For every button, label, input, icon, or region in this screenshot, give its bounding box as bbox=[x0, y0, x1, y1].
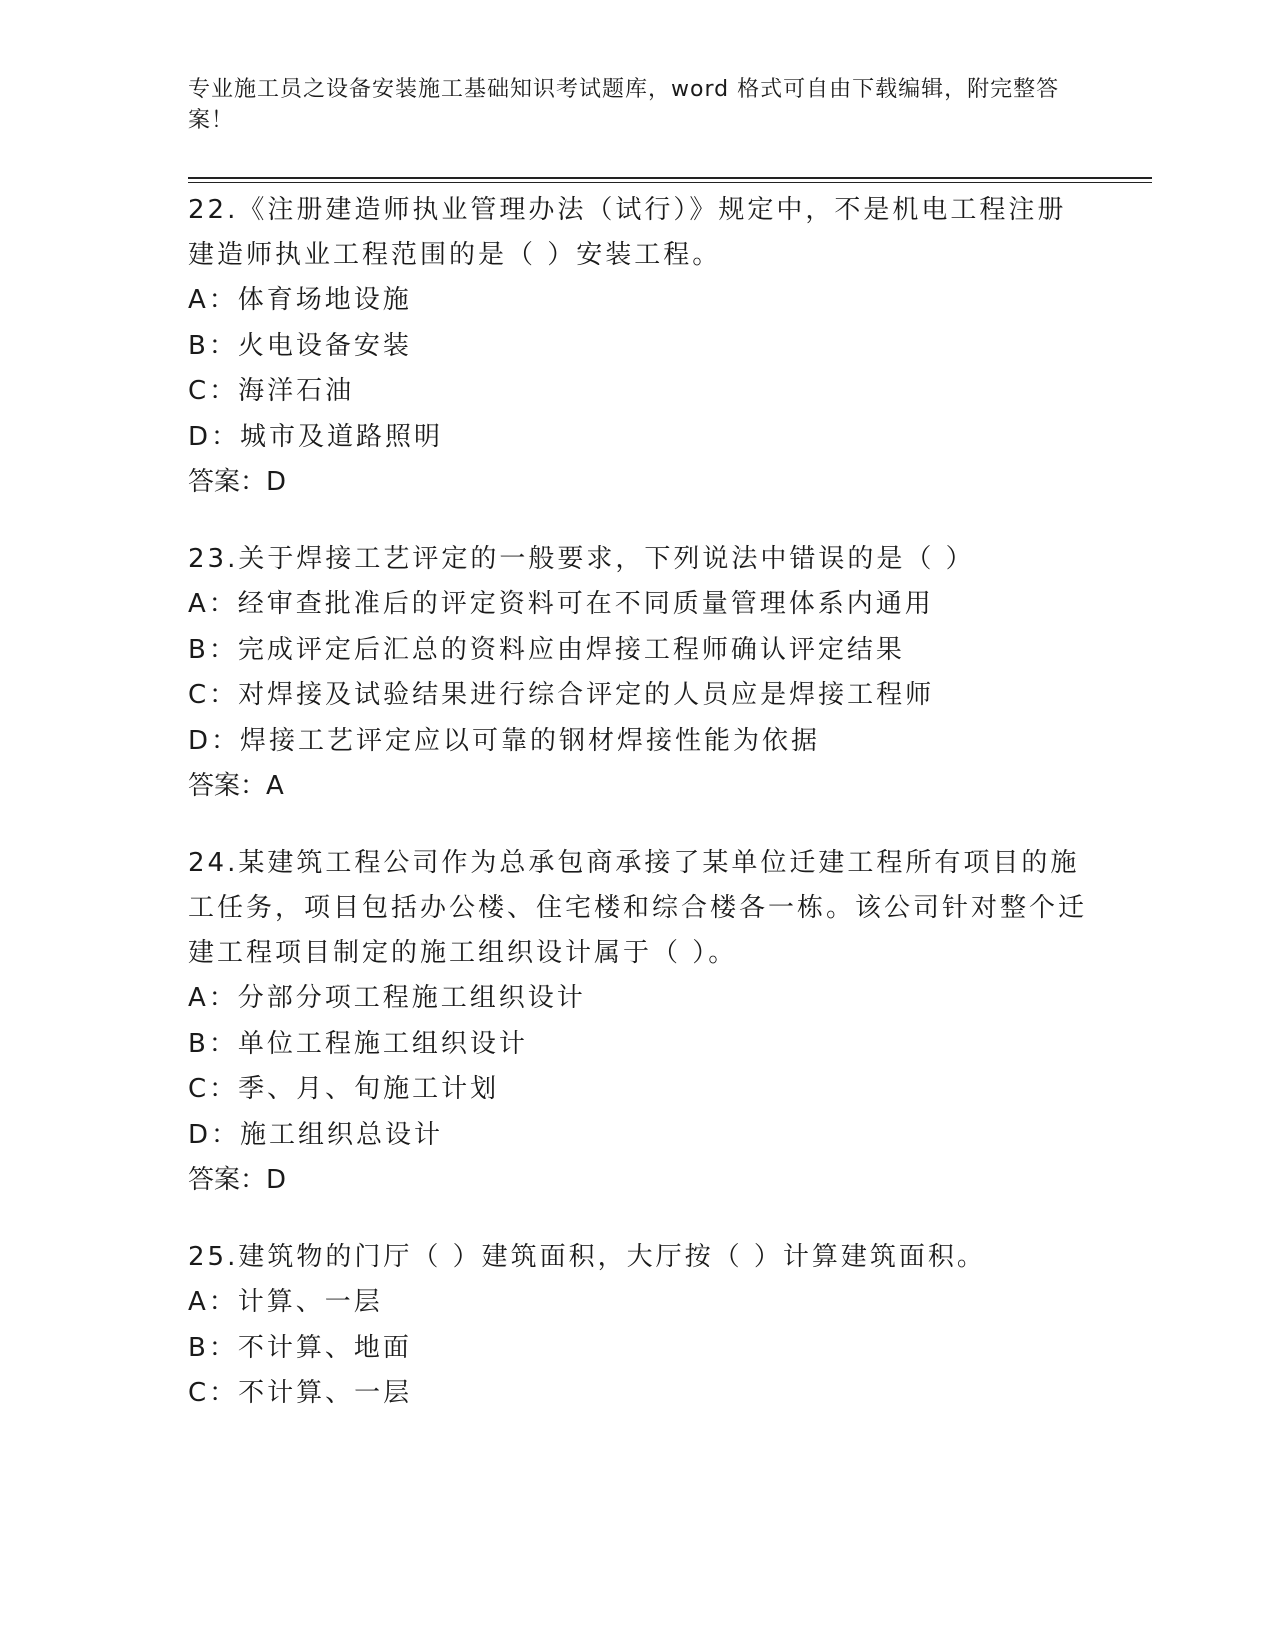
option-c: C：对焊接及试验结果进行综合评定的人员应是焊接工程师 bbox=[188, 680, 935, 710]
option-d: D：焊接工艺评定应以可靠的钢材焊接性能为依据 bbox=[188, 725, 821, 756]
option-d: D：城市及道路照明 bbox=[188, 421, 444, 452]
header-note: 专业施工员之设备安装施工基础知识考试题库，word 格式可自由下载编辑，附完整答案！ bbox=[188, 77, 1060, 133]
answer-line: 答案：A bbox=[188, 771, 284, 801]
answer-line: 答案：D bbox=[188, 467, 287, 497]
answer-line: 答案：D bbox=[188, 1165, 287, 1195]
option-b: B：不计算、地面 bbox=[188, 1332, 412, 1363]
question-text: 25.建筑物的门厅（ ）建筑面积，大厅按（ ）计算建筑面积。 bbox=[188, 1242, 986, 1272]
option-a: A：计算、一层 bbox=[188, 1287, 383, 1317]
question-list bbox=[188, 188, 1088, 1449]
header-divider-thick bbox=[188, 177, 1152, 179]
question-text: 22.《注册建造师执业管理办法（试行）》规定中，不是机电工程注册建造师执业工程范围的是（ ）安装工程。 bbox=[188, 195, 1067, 270]
option-b: B：单位工程施工组织设计 bbox=[188, 1028, 528, 1059]
question-24 bbox=[188, 841, 1088, 1203]
option-a: A：体育场地设施 bbox=[188, 285, 412, 315]
question-text: 24.某建筑工程公司作为总承包商承接了某单位迁建工程所有项目的施工任务，项目包括办公楼、住宅楼和综合楼各一栋。该公司针对整个迁建工程项目制定的施工组织设计属于（ ）。 bbox=[188, 848, 1088, 968]
option-c: C：不计算、一层 bbox=[188, 1378, 413, 1408]
option-b: B：火电设备安装 bbox=[188, 330, 412, 361]
header-divider-thin bbox=[188, 182, 1152, 183]
question-25 bbox=[188, 1235, 1088, 1417]
option-a: A：分部分项工程施工组织设计 bbox=[188, 983, 586, 1013]
question-22 bbox=[188, 188, 1088, 505]
option-c: C：季、月、旬施工计划 bbox=[188, 1074, 500, 1104]
option-a: A：经审查批准后的评定资料可在不同质量管理体系内通用 bbox=[188, 589, 934, 619]
question-text: 23.关于焊接工艺评定的一般要求，下列说法中错误的是（ ） bbox=[188, 544, 975, 574]
option-c: C：海洋石油 bbox=[188, 376, 355, 406]
question-23 bbox=[188, 537, 1088, 809]
option-d: D：施工组织总设计 bbox=[188, 1119, 444, 1150]
option-b: B：完成评定后汇总的资料应由焊接工程师确认评定结果 bbox=[188, 634, 905, 665]
